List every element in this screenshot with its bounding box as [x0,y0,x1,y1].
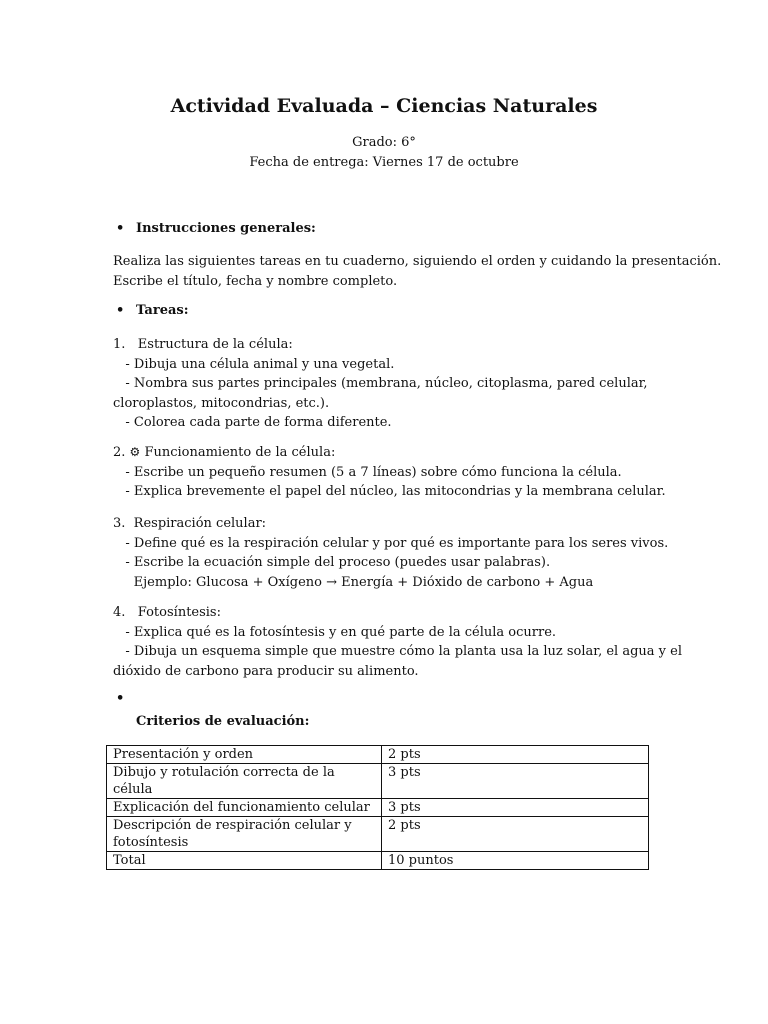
task-line: dióxido de carbono para producir su alimento. [113,663,419,679]
table-row [107,746,649,764]
task-line: - Nombra sus partes principales (membrana, núcleo, citoplasma, pared celular, [113,376,648,391]
criteria-table [106,745,649,870]
criteria-bullet-row [116,690,136,708]
criteria-heading: Criterios de evaluación: [136,714,310,729]
instructions-line: Escribe el título, fecha y nombre completo. [113,273,398,289]
task-line: - Dibuja un esquema simple que muestre cómo la planta usa la luz solar, el agua y el [113,644,682,659]
task-3 [113,514,669,592]
table-row [107,764,649,799]
instructions-heading: Instrucciones generales: [136,221,316,236]
task-line: - Escribe la ecuación simple del proceso (puedes usar palabras). [113,555,551,570]
task-4 [113,603,682,681]
tasks-heading-row [116,302,189,320]
task-line: 3. Respiración celular: [113,516,267,531]
task-number: 2. [113,445,126,460]
page-title: Actividad Evaluada – Ciencias Naturales [170,95,598,117]
task-line: 1. Estructura de la célula: [113,337,293,352]
task-line: cloroplastos, mitocondrias, etc.). [113,395,330,411]
instructions-heading-row [116,220,316,238]
points-cell: 2 pts [382,746,649,764]
points-cell: 3 pts [382,764,649,799]
bullet: • [116,221,125,236]
points-cell: 3 pts [382,799,649,817]
task-line: 4. Fotosíntesis: [113,605,221,620]
criteria-cell: Dibujo y rotulación correcta de la célula [107,764,382,799]
points-cell: 10 puntos [382,852,649,870]
task-line: - Dibuja una célula animal y una vegetal. [113,356,395,372]
task-2-heading-line [113,443,653,463]
task-line: Ejemplo: Glucosa + Oxígeno → Energía + Dióxido de carbono + Agua [113,574,594,590]
points-cell: 2 pts [382,817,649,852]
task-line: - Explica brevemente el papel del núcleo, las mitocondrias y la membrana celular. [113,484,666,499]
task-line: - Escribe un pequeño resumen (5 a 7 líneas) sobre cómo funciona la célula. [113,464,622,480]
due-date-line: Fecha de entrega: Viernes 17 de octubre [249,155,519,170]
criteria-cell: Explicación del funcionamiento celular [107,799,382,817]
grade-line: Grado: 6° [352,135,416,150]
task-heading: Funcionamiento de la célula: [144,445,336,460]
task-line: - Define qué es la respiración celular y por qué es importante para los seres vivos. [113,535,669,551]
instructions-line: Realiza las siguientes tareas en tu cuaderno, siguiendo el orden y cuidando la presentación. [113,254,722,269]
task-1 [113,335,653,433]
task-line: - Explica qué es la fotosíntesis y en qué parte de la célula ocurre. [113,624,557,640]
criteria-cell: Total [107,852,382,870]
tasks-heading: Tareas: [136,303,189,318]
task-line: - Colorea cada parte de forma diferente. [113,415,392,430]
instructions-paragraph [113,252,722,291]
bullet: • [116,303,125,318]
table-row [107,799,649,817]
table-row [107,817,649,852]
criteria-cell: Descripción de respiración celular y fotosíntesis [107,817,382,852]
bullet: • [116,691,125,706]
task-2 [113,443,666,502]
criteria-cell: Presentación y orden [107,746,382,764]
table-row [107,852,649,870]
gear-icon: ⚙ [129,445,141,459]
